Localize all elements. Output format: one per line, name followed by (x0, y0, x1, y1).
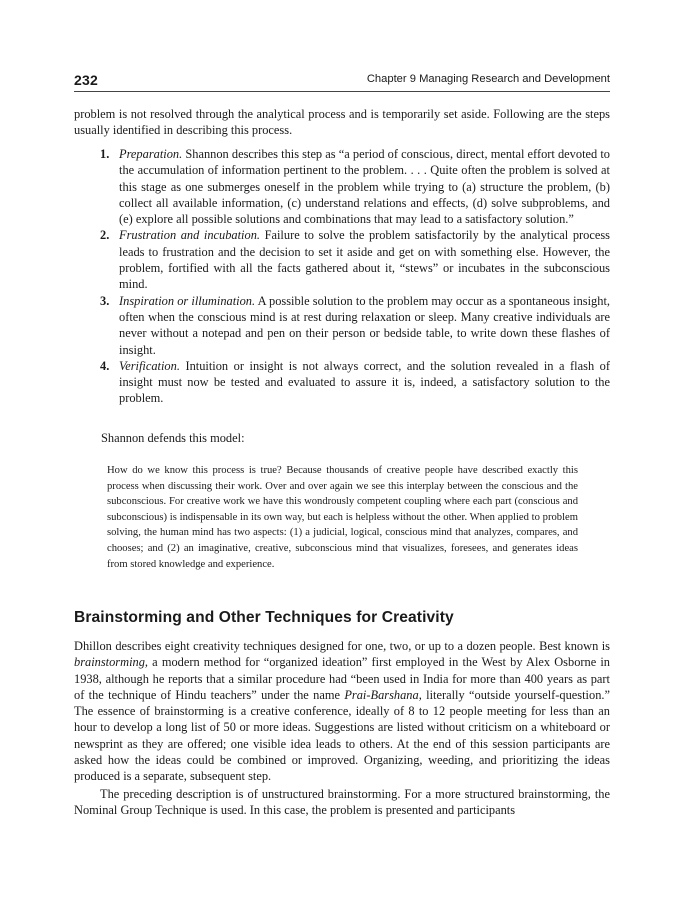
header-rule (74, 91, 610, 92)
step-verification (74, 358, 610, 407)
step-number: 1. (100, 147, 110, 161)
step-term: Verification. (119, 358, 180, 373)
step-text: Shannon describes this step as “a period of conscious, direct, mental effort devoted to the accumulation of information pertinent to the problem. . . . Quite often the problem is solved at this stage as one submerges oneself in the problem while trying to (a) structure the problem, (b) collect all available information, (c) understand relations and effects, (d) solve subproblems, and (e) explore all possible solutions and combinations that may lead to a satisfactory solution.” (119, 147, 610, 227)
brainstorming-paragraph (74, 638, 610, 785)
step-term: Inspiration or illumination. (119, 293, 256, 308)
para-text: literally “outside yourself-question.” The essence of brainstorming is a creative conference, ideally of 8 to 12 people meeting for less than an hour to develop a long list of 50 or more ideas. Suggestions are listed without criticism on a whiteboard or newsprint as they are offered; one visible idea leads to others. At the end of this session participants are asked how the ideas could be combined or improved. Organizing, weeding, and prioritizing the ideas produced is a separate, subsequent step. (74, 687, 610, 784)
page-number: 232 (74, 72, 98, 88)
chapter-title: Chapter 9 Managing Research and Development (366, 73, 610, 85)
para-text: Dhillon describes eight creativity techniques designed for one, two, or up to a dozen people. Best known is (74, 639, 610, 653)
step-inspiration-illumination (74, 293, 610, 358)
shannon-quote: How do we know this process is true? Because thousands of creative people have described exactly this process when discussing their work. Over and over again we see this interplay between the conscious and the subconscious. For creative work we have this wondrously competent coupling where each part (conscious and subconscious) is indispensable in its own way, but each is helpless without the other. When applied to problem solving, the human mind has two aspects: (1) a judicial, logical, conscious mind that analyzes, compares, and chooses; and (2) an imaginative, creative, subconscious mind that visualizes, foresees, and generates ideas from stored knowledge and experience. (107, 465, 578, 570)
defends-line: Shannon defends this model: (101, 431, 245, 445)
step-frustration-incubation (74, 227, 610, 292)
nominal-group-paragraph: The preceding description is of unstructured brainstorming. For a more structured brainstorming, the Nominal Group Technique is used. In this case, the problem is presented and participants (74, 787, 610, 818)
intro-paragraph: problem is not resolved through the analytical process and is temporarily set aside. Following are the steps usually identified in describing this process. (74, 107, 610, 138)
step-number: 4. (100, 358, 110, 373)
para-text: a modern method for “organized ideation” first employed in the West by Alex Osborne in 1938, although he reports that a similar procedure had “been used in India for more than 400 years as part of the technique of Hindu teachers” under the name (74, 655, 610, 702)
step-number: 3. (100, 293, 110, 308)
step-term: Frustration and incubation. (119, 228, 260, 243)
step-term: Preparation. (119, 147, 183, 161)
step-text: Failure to solve the problem satisfactorily by the analytical process leads to frustration and the decision to set it aside and get on with something else. However, the problem, fortified with all the facts gathered about it, “stews” or incubates in the subconscious mind. (119, 228, 610, 292)
section-heading: Brainstorming and Other Techniques for Creativity (74, 609, 454, 626)
step-preparation (74, 146, 610, 227)
step-number: 2. (100, 228, 110, 243)
step-text: A possible solution to the problem may occur as a spontaneous insight, often when the conscious mind is at rest during relaxation or sleep. Many creative individuals are never without a notepad and pen on their person or bedside table, to write down these flashes of insight. (119, 293, 610, 357)
creative-process-steps (74, 146, 610, 407)
running-header (74, 72, 610, 90)
step-text: Intuition or insight is not always correct, and the solution revealed in a flash of insight must now be tested and evaluated to assure it is, indeed, a satisfactory solution to the problem. (119, 358, 610, 406)
prai-barshana-term: Prai-Barshana, (344, 687, 422, 702)
brainstorming-term: brainstorming, (74, 655, 149, 670)
